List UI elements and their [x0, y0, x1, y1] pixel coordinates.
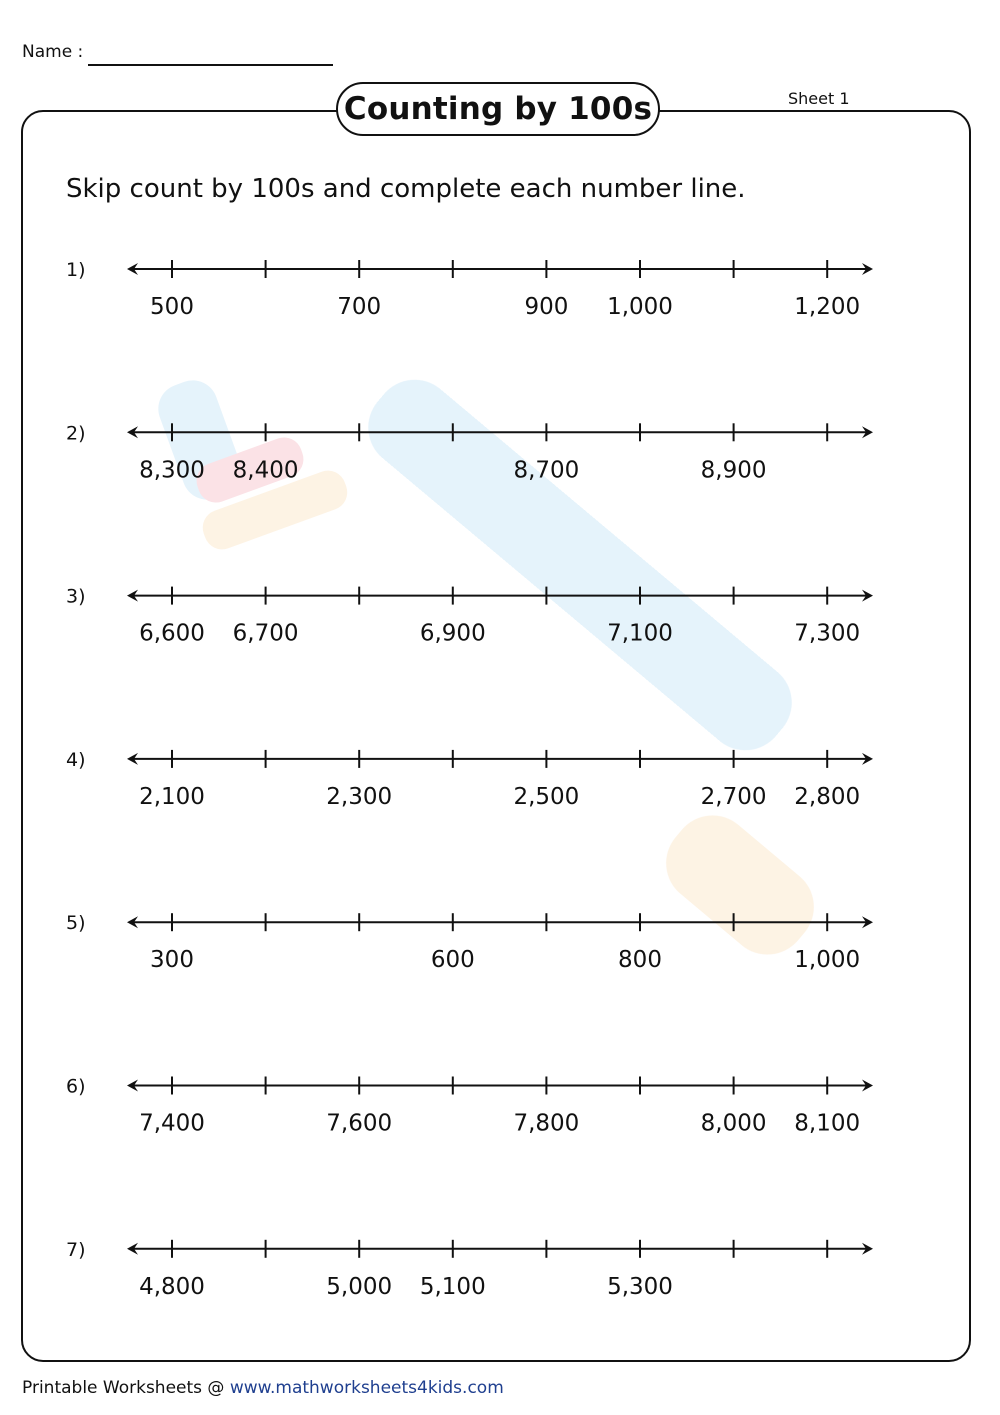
problem-number: 4)	[66, 748, 86, 771]
blank-answer-slot[interactable]	[417, 1108, 489, 1138]
blank-answer-slot[interactable]	[417, 454, 489, 484]
tick-label: 8,900	[700, 457, 767, 484]
footer	[22, 1378, 504, 1398]
tick-label: 700	[337, 294, 382, 320]
number-line-5	[66, 912, 873, 974]
tick-label: 500	[150, 294, 194, 320]
tick-label: 5,300	[607, 1273, 673, 1300]
footer-url-link[interactable]: www.mathworksheets4kids.com	[229, 1378, 504, 1398]
tick-label: 7,600	[326, 1110, 393, 1137]
blank-answer-slot[interactable]	[323, 944, 395, 974]
number-line-2	[66, 422, 873, 484]
blank-answer-slot[interactable]	[698, 618, 770, 648]
number-line-3	[66, 586, 873, 648]
instructions: Skip count by 100s and complete each number line.	[66, 174, 746, 204]
page-title: Counting by 100s	[336, 82, 660, 136]
number-line-7	[66, 1239, 873, 1301]
tick-label: 8,700	[513, 457, 580, 484]
tick-label: 6,700	[232, 620, 299, 647]
blank-answer-slot[interactable]	[698, 944, 770, 974]
problem-number: 1)	[66, 259, 86, 281]
tick-label: 6,900	[419, 620, 486, 647]
tick-label: 2,500	[513, 783, 580, 810]
blank-answer-slot[interactable]	[417, 291, 489, 321]
tick-label: 2,700	[700, 783, 767, 810]
tick-label: 2,100	[139, 783, 205, 810]
number-line-6	[66, 1076, 873, 1138]
tick-label: 7,300	[794, 620, 861, 647]
footer-prefix: Printable Worksheets @	[22, 1378, 230, 1398]
tick-label: 600	[430, 947, 475, 974]
tick-label: 800	[618, 947, 662, 974]
blank-answer-slot[interactable]	[230, 781, 302, 811]
blank-answer-slot[interactable]	[230, 291, 302, 321]
tick-label: 8,000	[700, 1110, 767, 1137]
tick-label: 7,100	[607, 620, 673, 647]
tick-label: 2,800	[794, 783, 861, 810]
number-line-1	[66, 259, 873, 321]
number-line-4	[66, 749, 873, 811]
tick-label: 7,400	[139, 1110, 205, 1137]
blank-answer-slot[interactable]	[791, 1271, 863, 1301]
blank-answer-slot[interactable]	[791, 454, 863, 484]
tick-label: 2,300	[326, 783, 393, 810]
tick-label: 1,200	[794, 294, 861, 320]
blank-answer-slot[interactable]	[604, 781, 676, 811]
tick-label: 4,800	[139, 1273, 205, 1300]
tick-label: 900	[524, 294, 569, 320]
tick-label: 1,000	[607, 294, 673, 320]
tick-label: 300	[150, 947, 194, 974]
blank-answer-slot[interactable]	[417, 781, 489, 811]
name-label: Name :	[22, 42, 84, 62]
blank-answer-slot[interactable]	[604, 1108, 676, 1138]
tick-label: 5,100	[419, 1273, 486, 1300]
blank-answer-slot[interactable]	[230, 1271, 302, 1301]
blank-answer-slot[interactable]	[510, 1271, 582, 1301]
blank-answer-slot[interactable]	[230, 944, 302, 974]
tick-label: 8,300	[139, 457, 205, 484]
blank-answer-slot[interactable]	[230, 1108, 302, 1138]
problem-number: 5)	[66, 912, 86, 935]
tick-label: 7,800	[513, 1110, 580, 1137]
problem-number: 7)	[66, 1238, 86, 1261]
sheet-label: Sheet 1	[788, 89, 850, 108]
tick-label: 8,100	[794, 1110, 861, 1137]
blank-answer-slot[interactable]	[604, 454, 676, 484]
blank-answer-slot[interactable]	[510, 944, 582, 974]
problem-number: 2)	[66, 422, 86, 445]
blank-answer-slot[interactable]	[698, 291, 770, 321]
tick-label: 5,000	[326, 1273, 393, 1300]
tick-label: 6,600	[139, 620, 205, 647]
blank-answer-slot[interactable]	[323, 454, 395, 484]
tick-label: 1,000	[794, 947, 861, 974]
blank-answer-slot[interactable]	[510, 618, 582, 648]
problem-number: 3)	[66, 585, 86, 608]
tick-label: 8,400	[232, 457, 299, 484]
problem-number: 6)	[66, 1075, 86, 1098]
blank-answer-slot[interactable]	[323, 618, 395, 648]
blank-answer-slot[interactable]	[698, 1271, 770, 1301]
